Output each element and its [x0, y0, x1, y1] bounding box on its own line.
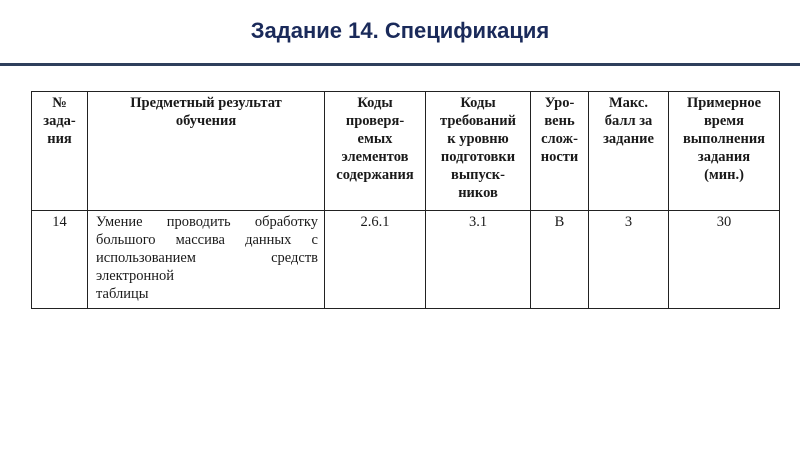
- header-approx-time: [669, 92, 780, 211]
- header-line: выпуск-: [451, 167, 505, 183]
- header-line: задание: [603, 131, 654, 147]
- table-row: [32, 211, 780, 309]
- header-line: Макс.: [609, 95, 648, 111]
- header-task-number: [32, 92, 88, 211]
- header-requirement-codes: [426, 92, 531, 211]
- header-difficulty-level: [531, 92, 589, 211]
- cell-learning-result: [88, 211, 325, 309]
- header-line: ников: [458, 185, 498, 201]
- result-line: электронной: [96, 268, 175, 284]
- header-line: обучения: [175, 113, 237, 129]
- result-line: использованием средств: [96, 250, 318, 266]
- header-line: слож-: [541, 131, 578, 147]
- header-line: проверя-: [345, 113, 405, 129]
- header-line: содержания: [336, 167, 414, 183]
- header-line: (мин.): [704, 167, 744, 183]
- header-learning-result: [88, 92, 325, 211]
- result-line: таблицы: [96, 286, 149, 302]
- header-line: вень: [544, 113, 575, 129]
- header-line: зада-: [43, 113, 76, 129]
- header-line: ния: [47, 131, 72, 147]
- header-line: Уро-: [544, 95, 575, 111]
- header-content-codes: [325, 92, 426, 211]
- title-divider: [0, 63, 800, 66]
- cell-task-number: 14: [32, 211, 88, 309]
- header-line: требований: [440, 113, 516, 129]
- header-line: время: [703, 113, 745, 129]
- header-line: Коды: [357, 95, 393, 111]
- header-line: Коды: [460, 95, 496, 111]
- header-line: Предметный результат: [130, 95, 282, 111]
- table-header-row: [32, 92, 780, 211]
- specification-table: [31, 91, 780, 309]
- header-line: к уровню: [447, 131, 509, 147]
- header-line: ности: [540, 149, 579, 165]
- cell-difficulty-level: В: [531, 211, 589, 309]
- cell-max-score: 3: [589, 211, 669, 309]
- header-line: балл за: [604, 113, 653, 129]
- page-title: Задание 14. Спецификация: [250, 18, 550, 43]
- cell-content-codes: 2.6.1: [325, 211, 426, 309]
- header-line: задания: [697, 149, 751, 165]
- header-line: Примерное: [686, 95, 762, 111]
- header-line: емых: [357, 131, 393, 147]
- result-line: большого массива данных с: [96, 232, 318, 248]
- cell-approx-time: 30: [669, 211, 780, 309]
- header-line: №: [52, 95, 67, 111]
- cell-requirement-codes: 3.1: [426, 211, 531, 309]
- header-max-score: [589, 92, 669, 211]
- result-line: Умение проводить обработку: [96, 214, 318, 230]
- header-line: подготовки: [440, 149, 516, 165]
- header-line: элементов: [341, 149, 409, 165]
- header-line: выполнения: [682, 131, 766, 147]
